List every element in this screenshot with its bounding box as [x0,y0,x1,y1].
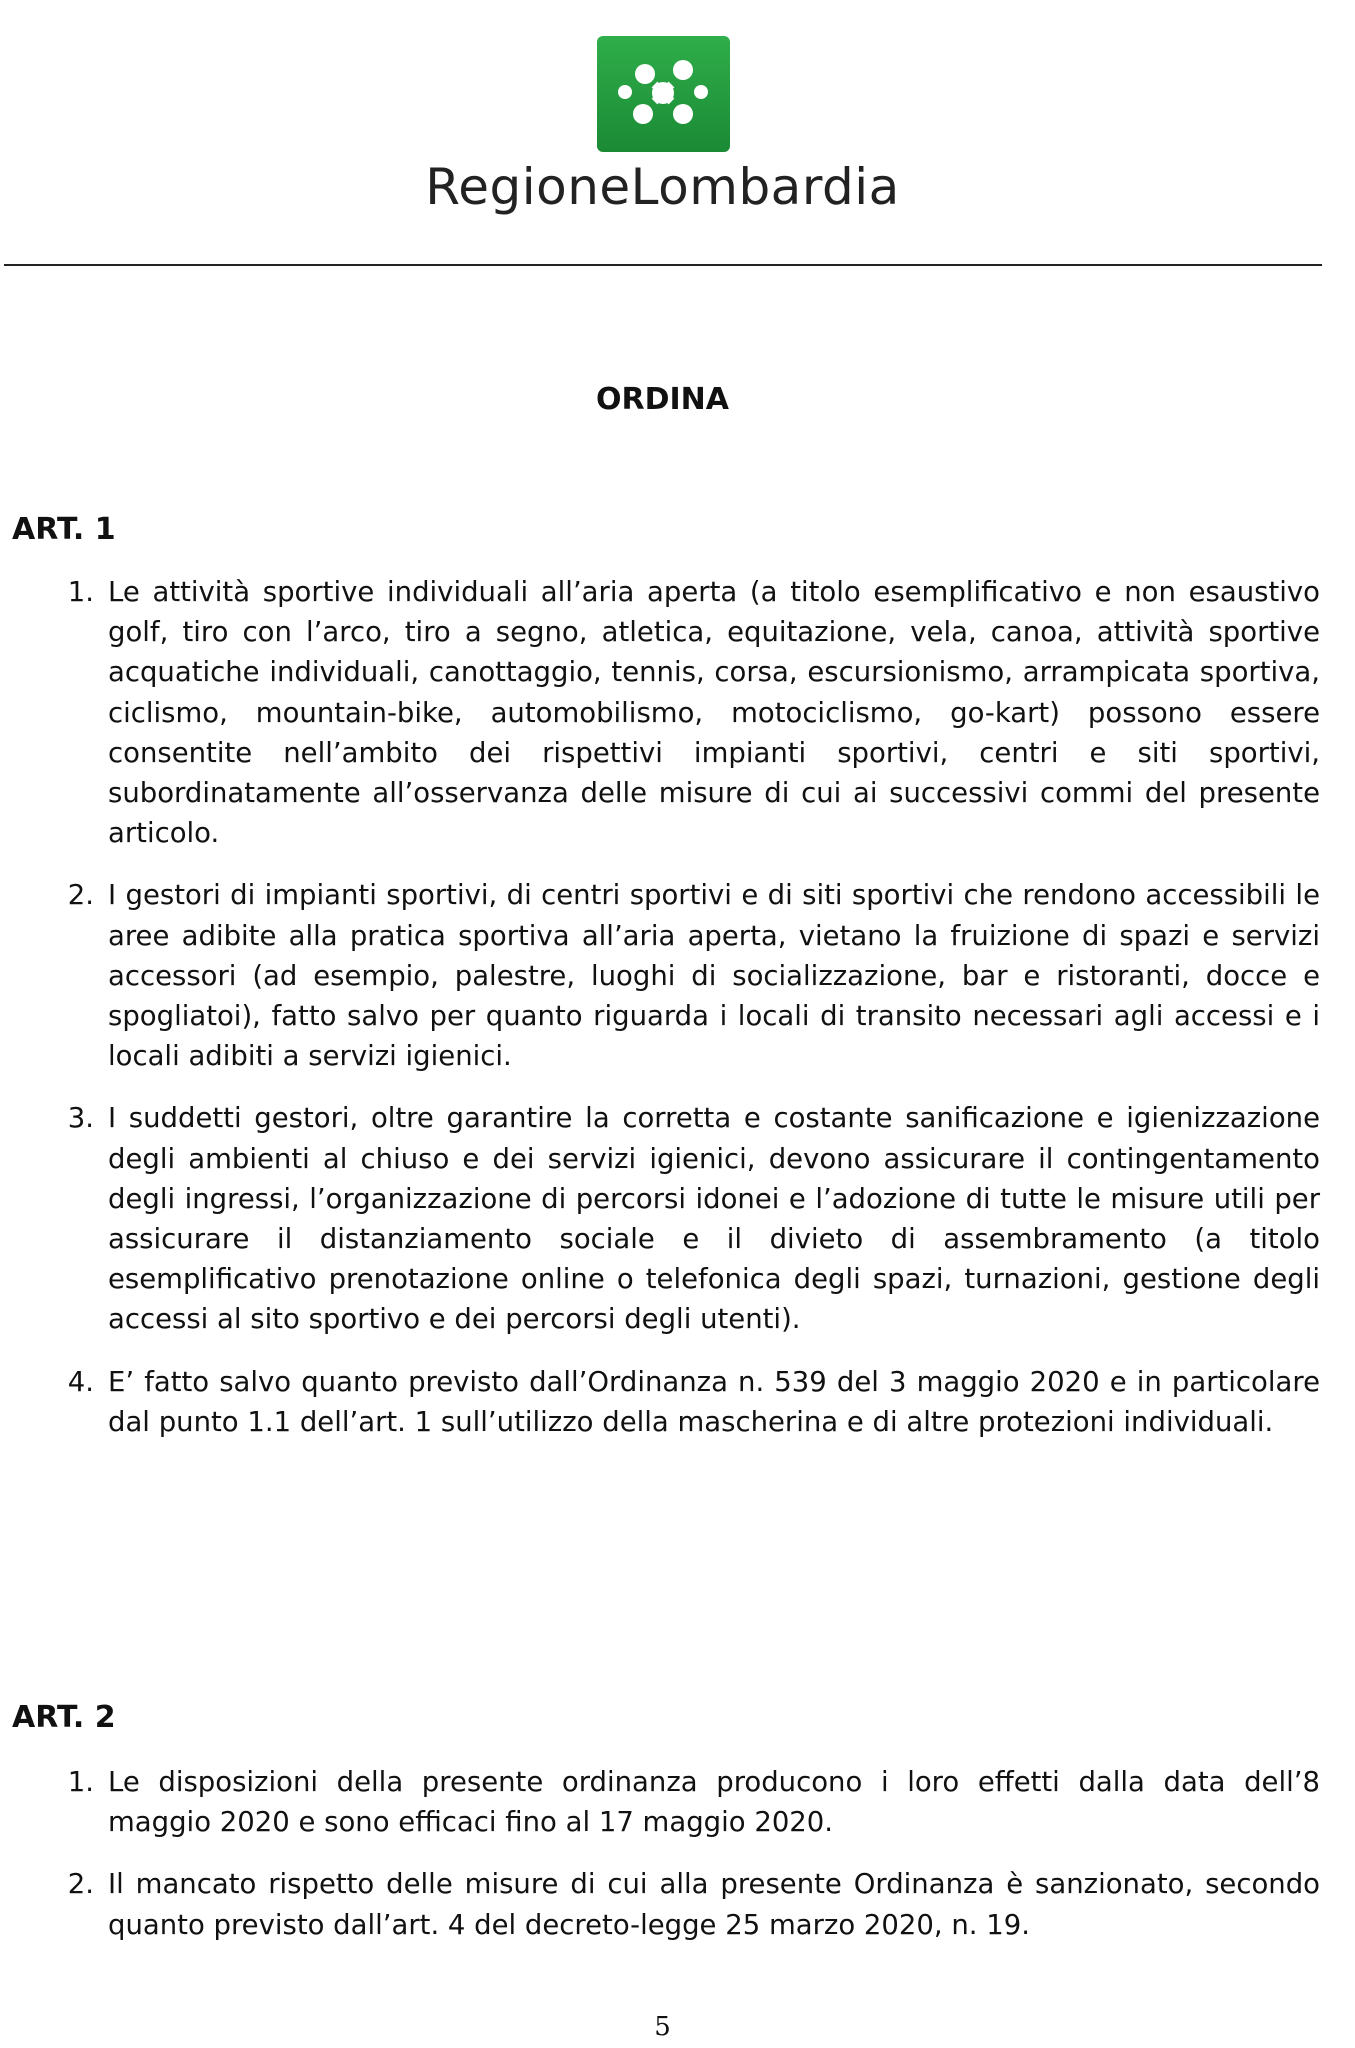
list-item [0,1864,1355,1944]
article-2-list [0,1762,1355,1945]
article-heading: ART. 1 [12,512,116,547]
list-item [0,875,1355,1076]
item-number: 4. [67,1365,94,1398]
item-number: 3. [67,1102,94,1135]
page-number: 5 [654,2012,671,2042]
item-text: Le disposizioni della presente ordinanza producono i loro effetti dalla data dell’8 maggio 2020 e sono efficaci fino al 17 maggio 2020. [108,1766,1320,1839]
list-item [0,572,1355,853]
list-item [0,1098,1355,1339]
item-number: 1. [67,576,94,608]
item-number: 2. [67,1868,94,1901]
article-heading: ART. 2 [12,1700,116,1735]
item-number: 1. [67,1766,94,1798]
letterhead [0,0,1355,268]
regione-lombardia-logo [597,36,730,152]
rosa-camuna-icon [597,36,730,152]
item-number: 2. [67,879,94,912]
item-text: E’ fatto salvo quanto previsto dall’Ordinanza n. 539 del 3 maggio 2020 e in particolare dal punto 1.1 dell’art. 1 sull’utilizzo della mascherina e di altre protezioni individuali. [108,1365,1320,1438]
item-text: I gestori di impianti sportivi, di centri sportivi e di siti sportivi che rendono accessibili le aree adibite alla pratica sportiva all’aria aperta, vietano la fruizione di spazi e servizi accessori (ad esempio, palestre, luoghi di socializzazione, bar e ristoranti, docce e spogliatoi), fatto salvo per quanto riguarda i locali di transito necessari agli accessi e i locali adibiti a servizi igienici. [108,879,1320,1073]
item-text: I suddetti gestori, oltre garantire la corretta e costante sanificazione e igienizzazione degli ambienti al chiuso e dei servizi igienici, devono assicurare il contingentamento degli ingressi, l’organizzazione di percorsi idonei e l’adozione di tutte le misure utili per assicurare il distanziamento sociale e il divieto di assembramento (a titolo esemplificativo prenotazione online o telefonica degli spazi, turnazioni, gestione degli accessi al sito sportivo e dei percorsi degli utenti). [108,1102,1320,1336]
list-item [0,1762,1355,1842]
item-text: Il mancato rispetto delle misure di cui alla presente Ordinanza è sanzionato, secondo quanto previsto dall’art. 4 del decreto-legge 25 marzo 2020, n. 19. [108,1868,1320,1941]
brand-name: RegioneLombardia [425,158,900,216]
list-item [0,1362,1355,1442]
document-title: ORDINA [596,382,729,417]
item-text: Le attività sportive individuali all’aria aperta (a titolo esemplificativo e non esaustivo golf, tiro con l’arco, tiro a segno, atletica, equitazione, vela, canoa, attività sportive acquatiche individuali, canottaggio, tennis, corsa, escursionismo, arrampicata sportiva, ciclismo, mountain-bike, automobilismo, motociclismo, go-kart) possono essere consentite nell’ambito dei rispettivi impianti sportivi, centri e siti sportivi, subordinatamente all’osservanza delle misure di cui ai successivi commi del presente articolo. [108,576,1320,850]
article-1-list [0,572,1355,1442]
header-divider [4,264,1322,266]
